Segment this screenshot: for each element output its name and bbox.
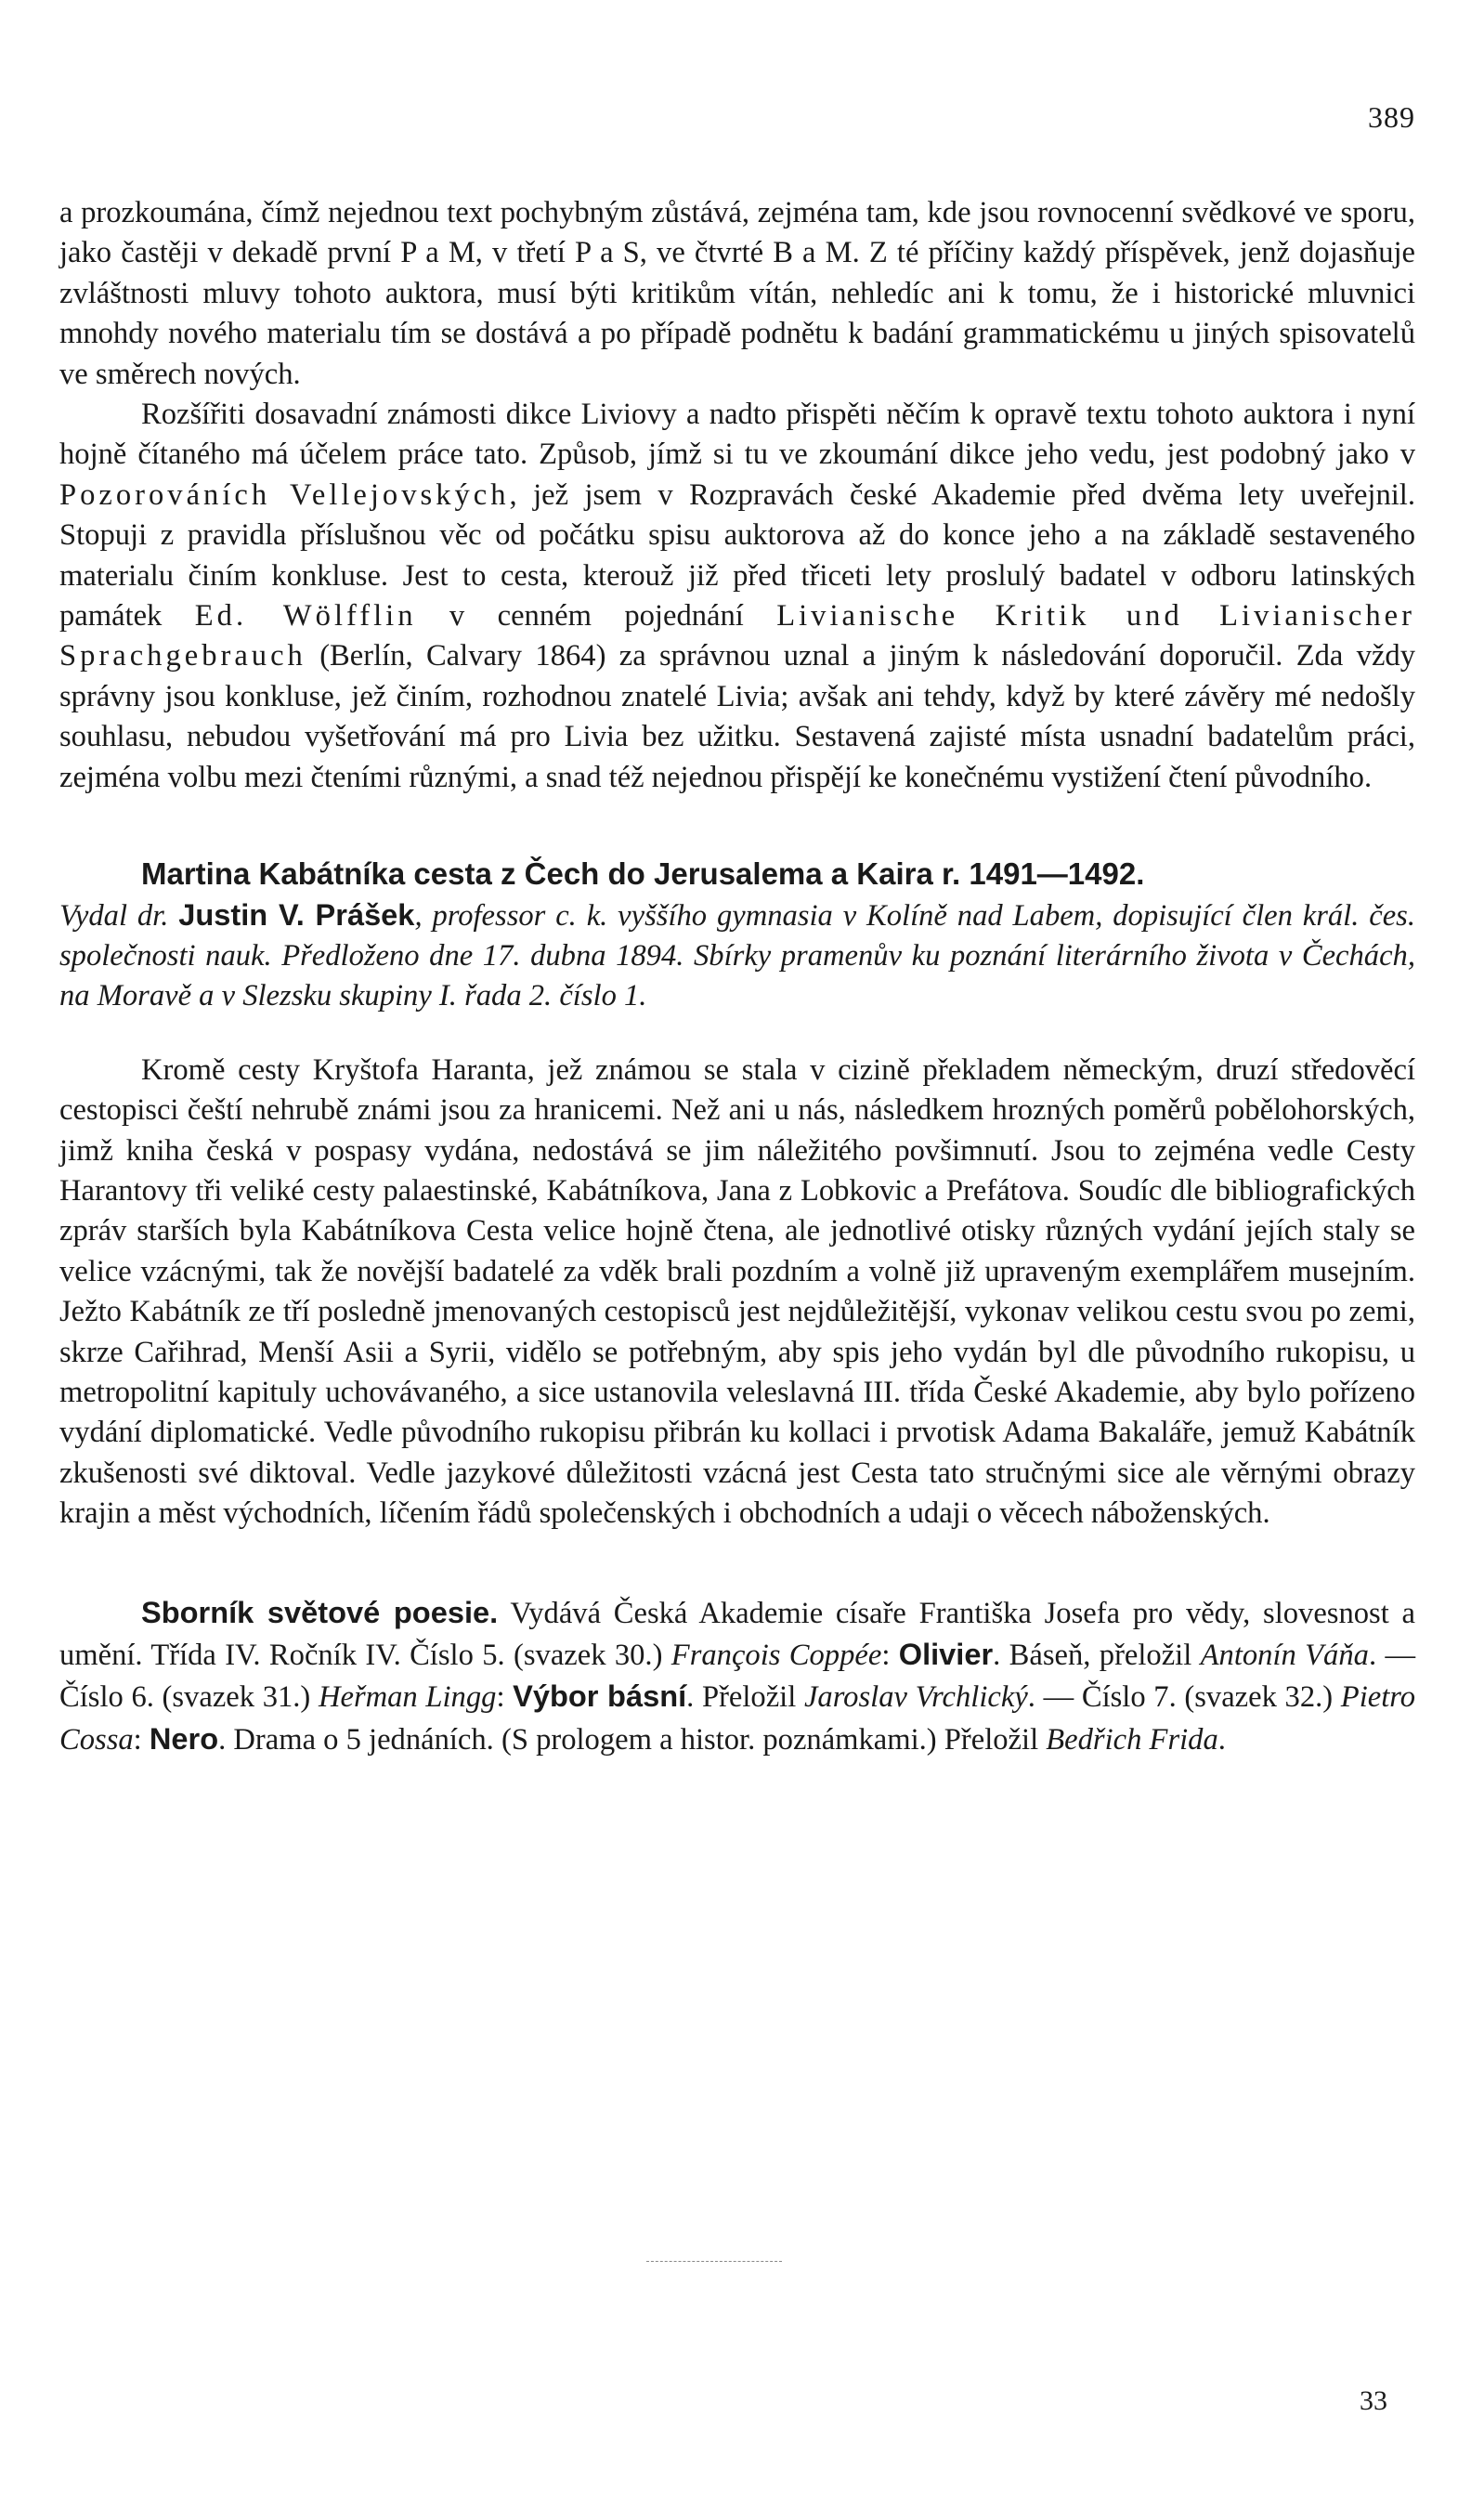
author-name: François Coppée (670, 1639, 882, 1672)
section-body: Kromě cesty Kryštofa Harantа, jež známou se stala v cizině překladem německým, druzí středověcí cestopisci čeští nehrubě známi jsou za hranicemi. Než ani u nás, následkem hrozných poměrů pobělohorských, jimž kniha česká v pospasy vydána, nedostává se jim náležitého povšimnutí. Jsou to zejména vedle Cesty Harantovy tři veliké cesty palaestinské, Kabátníkova, Jana z Lobkovic a Prefátova. Soudíc dle bibliografických zpráv starších byla Kabátníkova Cesta velice hojně čtena, ale jednotlivé otisky různých vydání jejích staly se velice vzácnými, tak že novější badatelé za vděk brali pozdním a volně již upraveným exemplářem musejním. Ježto Kabátník ze tří posledně jmenovaných cestopisců jest nejdůležitější, vykonav velikou cestu svou po zemi, skrze Cařihrad, Menší Asii a Syrii, vidělo se potřebným, aby spis jeho vydán byl dle původního rukopisu, u metropolitní kapituly uchovávaného, a sice ustanovila veleslavná III. třída České Akademie, aby bylo pořízeno vydání diplomatické. Vedle původního rukopisu přibrán ku kollaci i prvotisk Adama Bakaláře, jemuž Kabátník zkušenosti své diktoval. Vedle jazykové důležitosti vzácná jest Cesta tato stručnými sice ale věrnými obrazy krajin a měst východních, líčením řádů společenských i obchodních a udaji o věcech náboženských. (59, 1052, 1415, 1531)
intro-paragraph-1: a prozkoumána, čímž nejednou text pochybným zůstává, zejména tam, kde jsou rovnocenní svědkové ve sporu, jako častěji v dekadě první P a M, v třetí P a S, ve čtvrté B a M. Z té příčiny každý příspěvek, jenž dojasňuje zvláštnosti mluvy tohoto auktora, musí býti kritikům vítán, nehledíc ani k tomu, že i historické mluvnici mnohdy nového materialu tím se dostává a po případě podnětu k badání grammatickému u jiných spisovatelů ve směrech nových. (59, 196, 1415, 391)
author-name: Heřman Lingg (318, 1680, 497, 1715)
signature-mark: 33 (1360, 2385, 1387, 2416)
text-run: . Přeložil (686, 1680, 804, 1715)
text-run: , professor c. k. vyššího gymnasia v Kolíně nad Labem, dopisující člen král. čes. společnosti nauk. Předloženo dne 17. dubna 1894. Sbírky pramenův ku poznání literárního života v Čechách, na Moravě a v Slezsku skupiny I. řada 2. číslo 1. (59, 898, 1415, 1013)
text-run: : (881, 1639, 899, 1672)
page-divider (646, 2261, 782, 2262)
translator-name: Bedřich Frida (1046, 1722, 1218, 1757)
intro-paragraph-2 (59, 395, 1415, 798)
text-run: . Báseň, přeložil (993, 1639, 1201, 1672)
section-subtitle (59, 895, 1415, 1017)
section-title: Sborník světové poesie. (141, 1594, 499, 1629)
text-run: : (133, 1722, 150, 1757)
text-run: . — Číslo 7. (svazek 32.) (1027, 1680, 1341, 1715)
work-title: Výbor básní (513, 1679, 687, 1714)
spaced-work-title: Livianische Kritik und Livianischer Sprachgebrauch (59, 599, 1415, 673)
translator-name: Antonín Váňa (1200, 1639, 1369, 1672)
section-title: Martina Kabátníka cesta z Čech do Jerusalema a Kaira r. 1491—1492. (141, 856, 1145, 892)
text-run: , jež jsem v Rozpravách české Akademie před dvěma lety uveřejnil. Stopuji z pravidla příslušnou věc od počátku spisu auktorova až do konce jeho a na základě sestaveného materialu činím konkluse. Jest to cesta, kterouž již před třiceti lety proslulý badatel v odboru latinských památek (59, 477, 1416, 634)
spaced-title: Pozorováních Vellejovských (59, 477, 510, 512)
text-run: Vydává Česká Akademie císaře Františka Josefa pro vědy, slovesnost a umění. Třída IV. Ročník IV. Číslo 5. (svazek 30.) (59, 1596, 1415, 1672)
text-run: (Berlín, Calvary 1864) za správnou uznal a jiným k následování doporučil. Zda vždy správny jsou konkluse, jež činím, rozhodnou znatelé Livia; avšak ani tehdy, když by které závěry mé nedošly souhlasu, nebudou vyšetřování má pro Livia bez užitku. Sestavená zajisté místa usnadní badatelům práci, zejména volbu mezi čteními různými, a snad též nejednou přispějí ke konečnému vystižení čtení původního. (59, 639, 1415, 794)
text-run: v cenném pojednání (416, 599, 777, 634)
text-run: . — Číslo 6. (svazek 31.) (59, 1639, 1416, 1715)
text-run: . (1217, 1722, 1226, 1757)
section-kabatnik (59, 854, 1415, 1535)
spaced-author: Ed. Wölfflin (194, 599, 417, 634)
text-run: : (496, 1680, 514, 1715)
work-title: Nero (149, 1720, 219, 1756)
editor-name: Justin V. Prášek (178, 896, 415, 932)
section-paragraph (59, 1592, 1415, 1761)
work-title: Olivier (898, 1637, 994, 1671)
author-name: Pietro Cossa (59, 1680, 1416, 1757)
section-sbornik (59, 1592, 1415, 1761)
text-run: Rozšířiti dosavadní známosti dikce Liviovy a nadto přispěti něčím k opravě textu tohoto auktora i nyní hojně čítaného má účelem práce tato. Způsob, jímž si tu ve zkoumání dikce jeho vedu, jest podobný jako v (59, 398, 1415, 472)
text-run: Vydal dr. (59, 898, 179, 933)
page-content (59, 193, 1415, 1760)
text-run: . Drama o 5 jednáních. (S prologem a histor. poznámkami.) Přeložil (218, 1722, 1047, 1757)
page-number: 389 (1368, 100, 1415, 134)
translator-name: Jaroslav Vrchlický (803, 1680, 1028, 1715)
